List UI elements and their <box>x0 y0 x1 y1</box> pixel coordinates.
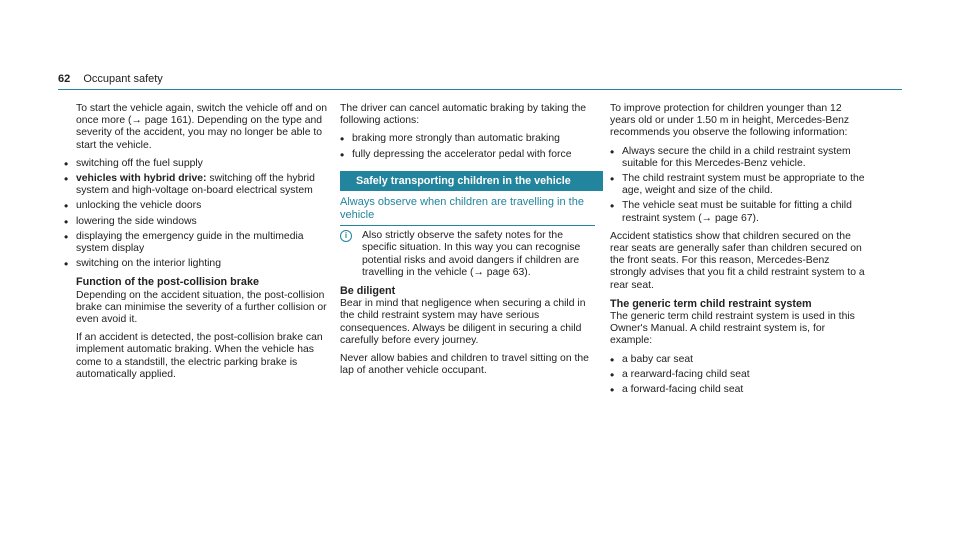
post-collision-paragraph-2: If an accident is detected, the post-collision brake can implement automatic braking. When the vehicle has come to a standstill, the electric parking brake is automatically applied. <box>76 332 323 380</box>
protection-paragraph: To improve protection for children younger than 12 years old or under 1.50 m in height, Mercedes-Benz recommends you observe the following information: <box>610 103 850 139</box>
accident-actions-list <box>76 158 331 271</box>
seat-types-list <box>610 354 865 397</box>
be-diligent-heading: Be diligent <box>340 285 396 298</box>
list-item: • fully depressing the accelerator pedal with force <box>340 149 595 161</box>
list-item: • The child restraint system must be appropriate to the age, weight and size of the child. <box>610 173 865 197</box>
list-item: • braking more strongly than automatic braking <box>340 133 595 145</box>
post-collision-paragraph-1: Depending on the accident situation, the post-collision brake can minimise the severity of a further collision or even avoid it. <box>76 289 327 326</box>
list-item: • Always secure the child in a child restraint system suitable for this Mercedes-Benz vehicle. <box>610 146 865 170</box>
column-1 <box>76 103 331 387</box>
header-divider <box>58 89 902 90</box>
post-collision-heading: Function of the post-collision brake <box>76 276 259 289</box>
list-item: • a forward-facing child seat <box>610 384 865 396</box>
section-title: Occupant safety <box>83 73 163 85</box>
list-item: • displaying the emergency guide in the multimedia system display <box>64 231 331 255</box>
column-2 <box>340 103 595 383</box>
list-item: • a rearward-facing child seat <box>610 369 865 381</box>
info-note <box>340 230 595 279</box>
cancel-braking-paragraph: The driver can cancel automatic braking by taking the following actions: <box>340 103 587 127</box>
restart-paragraph: To start the vehicle again, switch the vehicle off and on once more (→ page 161). Depending on the type and severity of the accident, you may no longer be able to start the vehicle. <box>76 103 328 151</box>
page-number: 62 <box>58 73 71 85</box>
list-item: • lowering the side windows <box>64 216 331 228</box>
diligent-paragraph-1: Bear in mind that negligence when securing a child in the child restraint system may have serious consequences. Always be diligent in securing a child carefully before every journey. <box>340 298 586 346</box>
info-icon: i <box>340 230 352 242</box>
list-item: • unlocking the vehicle doors <box>64 200 331 212</box>
list-item: • The vehicle seat must be suitable for fitting a child restraint system (→ page 67). <box>610 200 865 224</box>
warning-title: Always observe when children are travelling in the vehicle <box>340 196 595 226</box>
list-item: • switching on the interior lighting <box>64 258 331 270</box>
section-banner: Safely transporting children in the vehicle <box>340 171 603 191</box>
list-item: • vehicles with hybrid drive: switching off the hybrid system and high-voltage on-board electrical system <box>64 173 331 197</box>
list-item: • switching off the fuel supply <box>64 158 331 170</box>
info-note-text: Also strictly observe the safety notes for the specific situation. In this way you can recognise potential risks and avoid dangers if children are travelling in the vehicle (→ page 63). <box>362 230 581 278</box>
recommendations-list <box>610 146 865 225</box>
list-item: • a baby car seat <box>610 354 865 366</box>
generic-term-heading: The generic term child restraint system <box>610 297 812 310</box>
diligent-paragraph-2: Never allow babies and children to travel sitting on the lap of another vehicle occupant. <box>340 353 589 377</box>
cancel-actions-list <box>340 133 595 160</box>
generic-term-paragraph: The generic term child restraint system is used in this Owner's Manual. A child restraint system is, for example: <box>610 311 855 347</box>
page-header <box>58 73 163 85</box>
column-3 <box>610 103 865 402</box>
statistics-paragraph: Accident statistics show that children secured on the rear seats are generally safer than children secured on the front seats. For this reason, Mercedes-Benz strongly advises that you fit a child restraint system to a rear seat. <box>610 230 865 291</box>
